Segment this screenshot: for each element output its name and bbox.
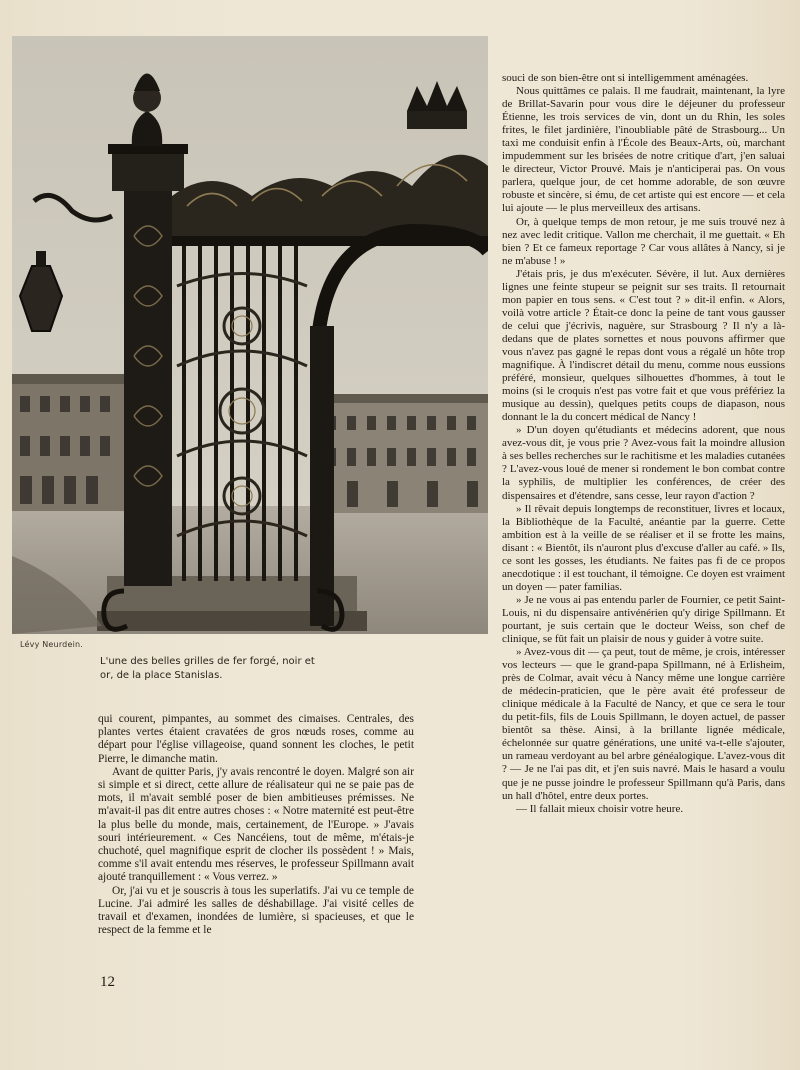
paragraph: Or, à quelque temps de mon retour, je me suis trouvé nez à nez avec ledit critique. Vallon me cherchait, il me guettait. « Eh bien ? Et ce fameux reportage ? Car vous allâtes à Nancy, si je ne m'abuse ! » bbox=[502, 215, 785, 267]
paragraph: souci de son bien-être ont si intelligemment aménagées. bbox=[502, 72, 749, 84]
paragraph: » Je ne vous ai pas entendu parler de Fournier, ce petit Saint-Louis, ni du dispensaire antivénérien qu'y dirige Spillmann. Et pourtant, je suis certain que le docteur Weiss, son chef de clinique, se fût fait un plaisir de nous y guider à votre suite. bbox=[502, 593, 785, 646]
page-number: 12 bbox=[100, 974, 115, 990]
text-column-left bbox=[98, 713, 414, 963]
paragraph: Nous quittâmes ce palais. Il me faudrait, maintenant, la lyre de Brillat-Savarin pour vous dire le déjeuner du professeur Étienne, les trois services de vin, dont un du Rhin, les soles frites, le filet jardinière, l'inoubliable pâté de Strasbourg... Un taxi me conduisit enfin à l'École des Beaux-Arts, où, marchant impudemment sur les brisées de notre critique d'art, j'en saluai le directeur, Victor Prouvé. Mais je n'anticiperai pas. On vous parlera, quelque jour, de cet homme adorable, de son œuvre robuste et sincère, si ému, de cet artiste qui est encore — et cela lui ajoute — le plus merveilleux des artisans. bbox=[502, 85, 785, 215]
paragraph: J'étais pris, je dus m'exécuter. Sévère, il lut. Aux dernières lignes une feinte stupeur se peignit sur ses traits. Il retournait mon papier en tous sens. « C'est tout ? » dit-il enfin. « Alors, voilà votre article ? Était-ce donc la peine de tant vous gausser de celui que j'écrivis, naguère, sur Strasbourg ? Il n'y a là-dedans que de plates sornettes et nous pouvons affirmer que vous n'avez pas gagné le repas dont vous a régalé un hôte trop magnifique. À l'indiscret détail du menu, comme nous eussions préféré, monsieur, quelques silhouettes d'hommes, à tout le moins (si le croquis n'est pas votre fait et que vous préfériez la musique au dessin), quelques petits coups de diapason, nous donnant le la du concert médical de Nancy ! bbox=[502, 267, 785, 424]
paragraph: » Avez-vous dit — ça peut, tout de même, je crois, intéresser vos lecteurs — que le grand-papa Spillmann, né à Erlisheim, près de Colmar, avait vécu à Nancy même une longue carrière de médecin-praticien, que le père avait été professeur de clinique médicale à la Faculté de Nancy, et que ce sera le tour du petit-fils, fils de Louis Spillmann, le doyen actuel, de passer bientôt sa thèse. Ainsi, à la brillante lignée médicale, échelonnée sur quatre générations, une unité va-t-elle s'ajouter, un rameau verdoyant au bel arbre généalogique. L'avez-vous dit ? — Je ne l'ai pas dit, et j'en suis navré. Mais le hasard a voulu que je ne pusse joindre le professeur Spillmann qu'à Paris, dans un hall d'hôtel, entre deux portes. bbox=[502, 646, 785, 802]
paragraph: » Il rêvait depuis longtemps de reconstituer, livres et locaux, la Bibliothèque de la Faculté, anéantie par la guerre. Cette ambition est à la veille de se réaliser et il se frotte les mains, disant : « Bientôt, ils n'auront plus d'excuse d'aller au café. » Ils, ce sont les gosses, les étudiants. Ne faites pas fi de ce propos anecdotique : il est touchant, il témoigne. Ce doyen est vraiment un doyen — pater familias. bbox=[502, 502, 785, 593]
photo-caption: L'une des belles grilles de fer forgé, noir et or, de la place Stanislas. bbox=[100, 656, 315, 681]
text-column-right bbox=[502, 72, 785, 964]
gate-photograph bbox=[12, 36, 488, 634]
paragraph: Or, j'ai vu et je souscris à tous les superlatifs. J'ai vu ce temple de Lucine. J'ai admiré les salles de déshabillage. J'ai visité celles de travail et d'examen, inondées de lumière, si spacieuses, et que le respect de la femme et le bbox=[98, 884, 414, 937]
photo-credit: Lévy Neurdein. bbox=[20, 640, 84, 649]
paragraph: Avant de quitter Paris, j'y avais rencontré le doyen. Malgré son air si simple et si direct, cette allure de réalisateur qui ne se paie pas de mots, il m'avait semblé poser de bien ambitieuses prémisses. Ne m'avait-il pas dit entre autres choses : « Notre maternité est peut-être la plus belle du monde, mais, certainement, de l'Europe. » J'avais souri intérieurement. « Ces Nancéiens, tout de même, m'étais-je chuchoté, quel magnifique esprit de clocher ils possèdent ! » Mais, comme s'il avait entendu mes réserves, le professeur Spillmann avait ajouté tranquillement : « Vous verrez. » bbox=[98, 765, 414, 884]
paragraph: » D'un doyen qu'étudiants et médecins adorent, que nous avez-vous dit, je vous prie ? Avez-vous fait la moindre allusion à ses belles recherches sur le rachitisme et les maladies cutanées ? L'avez-vous loué de mener si rondement le bon combat contre la syphilis, de multiplier les conférences, de créer des dispensaires et d'étendre, sans cesse, leur rayon d'action ? bbox=[502, 424, 785, 502]
wrought-iron-gate-image bbox=[12, 36, 488, 634]
paragraph: qui courent, pimpantes, au sommet des cimaises. Centrales, des plantes vertes étaient cravatées de gros nœuds roses, comme au départ pour l'église villageoise, quand sonnent les cloches, le petit Pierre, le dimanche matin. bbox=[98, 713, 414, 765]
paragraph: — Il fallait mieux choisir votre heure. bbox=[516, 802, 684, 815]
